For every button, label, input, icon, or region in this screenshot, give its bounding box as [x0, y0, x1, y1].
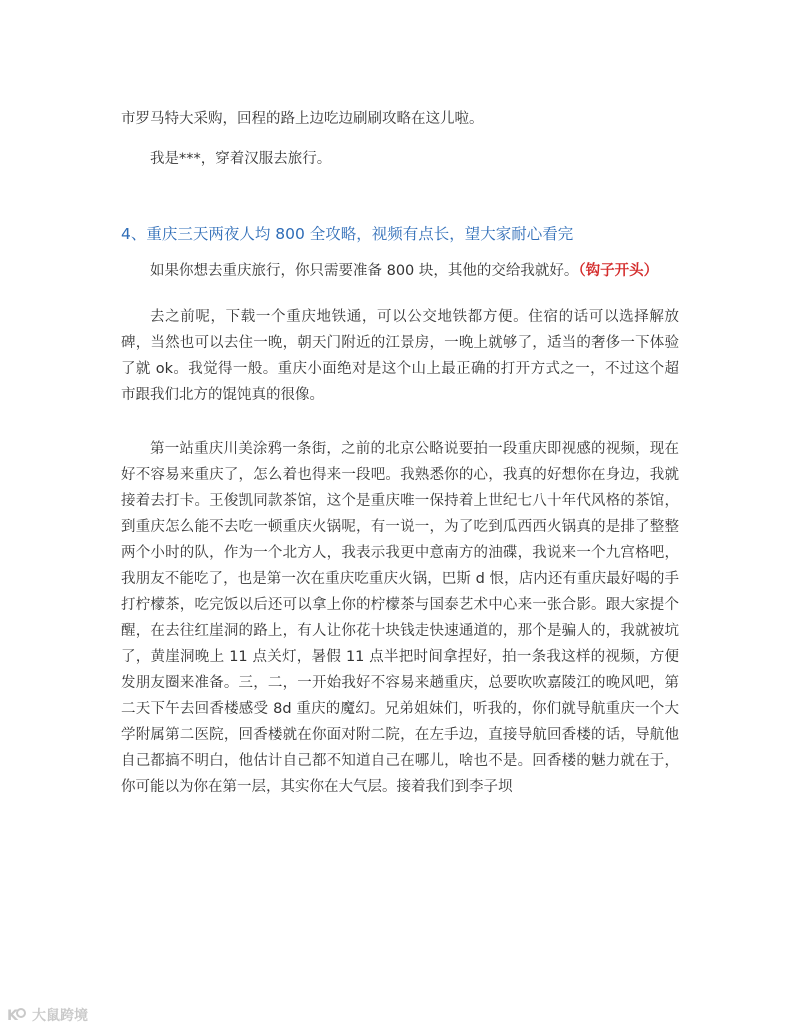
watermark-text: 大鼠跨境 — [32, 1008, 88, 1024]
document-body — [121, 106, 679, 800]
intro-text: 如果你想去重庆旅行，你只需要准备 800 块，其他的交给我就好。 — [150, 263, 579, 279]
svg-text:K: K — [7, 1008, 18, 1024]
k-logo-icon — [6, 1005, 28, 1025]
paragraph-intro — [121, 258, 679, 284]
watermark — [6, 1005, 88, 1025]
paragraph-continuation: 市罗马特大采购，回程的路上边吃边刷刷攻略在这儿啦。 — [121, 111, 484, 127]
paragraph-preparation: 去之前呢，下载一个重庆地铁通，可以公交地铁都方便。住宿的话可以选择解放碑，当然也可以去住一晚，朝天门附近的江景房，一晚上就够了，适当的奢侈一下体验了就 ok。我觉得一般。重庆小面绝对是这个山上最正确的打开方式之一，不过这个超市跟我们北方的馄饨真的很像。 — [121, 309, 679, 403]
hook-note: （钩子开头） — [578, 263, 659, 279]
paragraph-signature: 我是***，穿着汉服去旅行。 — [150, 151, 332, 167]
section-heading: 4、重庆三天两夜人均 800 全攻略，视频有点长，望大家耐心看完 — [121, 225, 574, 243]
paragraph-itinerary: 第一站重庆川美涂鸦一条街，之前的北京公略说要拍一段重庆即视感的视频，现在好不容易来重庆了，怎么着也得来一段吧。我熟悉你的心，我真的好想你在身边，我就接着去打卡。王俊凯同款茶馆，这个是重庆唯一保持着上世纪七八十年代风格的茶馆，到重庆怎么能不去吃一顿重庆火锅呢，有一说一，为了吃到瓜西西火锅真的是排了整整两个小时的队，作为一个北方人，我表示我更中意南方的油碟，我说来一个九宫格吧，我朋友不能吃了，也是第一次在重庆吃重庆火锅，巴斯 d 恨，店内还有重庆最好喝的手打柠檬茶，吃完饭以后还可以拿上你的柠檬茶与国泰艺术中心来一张合影。跟大家提个醒，在去往红崖洞的路上，有人让你花十块钱走快速通道的，那个是骗人的，我就被坑了，黄崖洞晚上 11 点关灯，暑假 11 点半把时间拿捏好，拍一条我这样的视频，方便发朋友圈来准备。三，二，一开始我好不容易来趟重庆，总要吹吹嘉陵江的晚风吧，第二天下午去回香楼感受 8d 重庆的魔幻。兄弟姐妹们，听我的，你们就导航重庆一个大学附属第二医院，回香楼就在你面对附二院，在左手边，直接导航回香楼的话，导航他自己都搞不明白，他估计自己都不知道自己在哪儿，啥也不是。回香楼的魅力就在于，你可能以为你在第一层，其实你在大气层。接着我们到李子坝 — [121, 441, 679, 795]
